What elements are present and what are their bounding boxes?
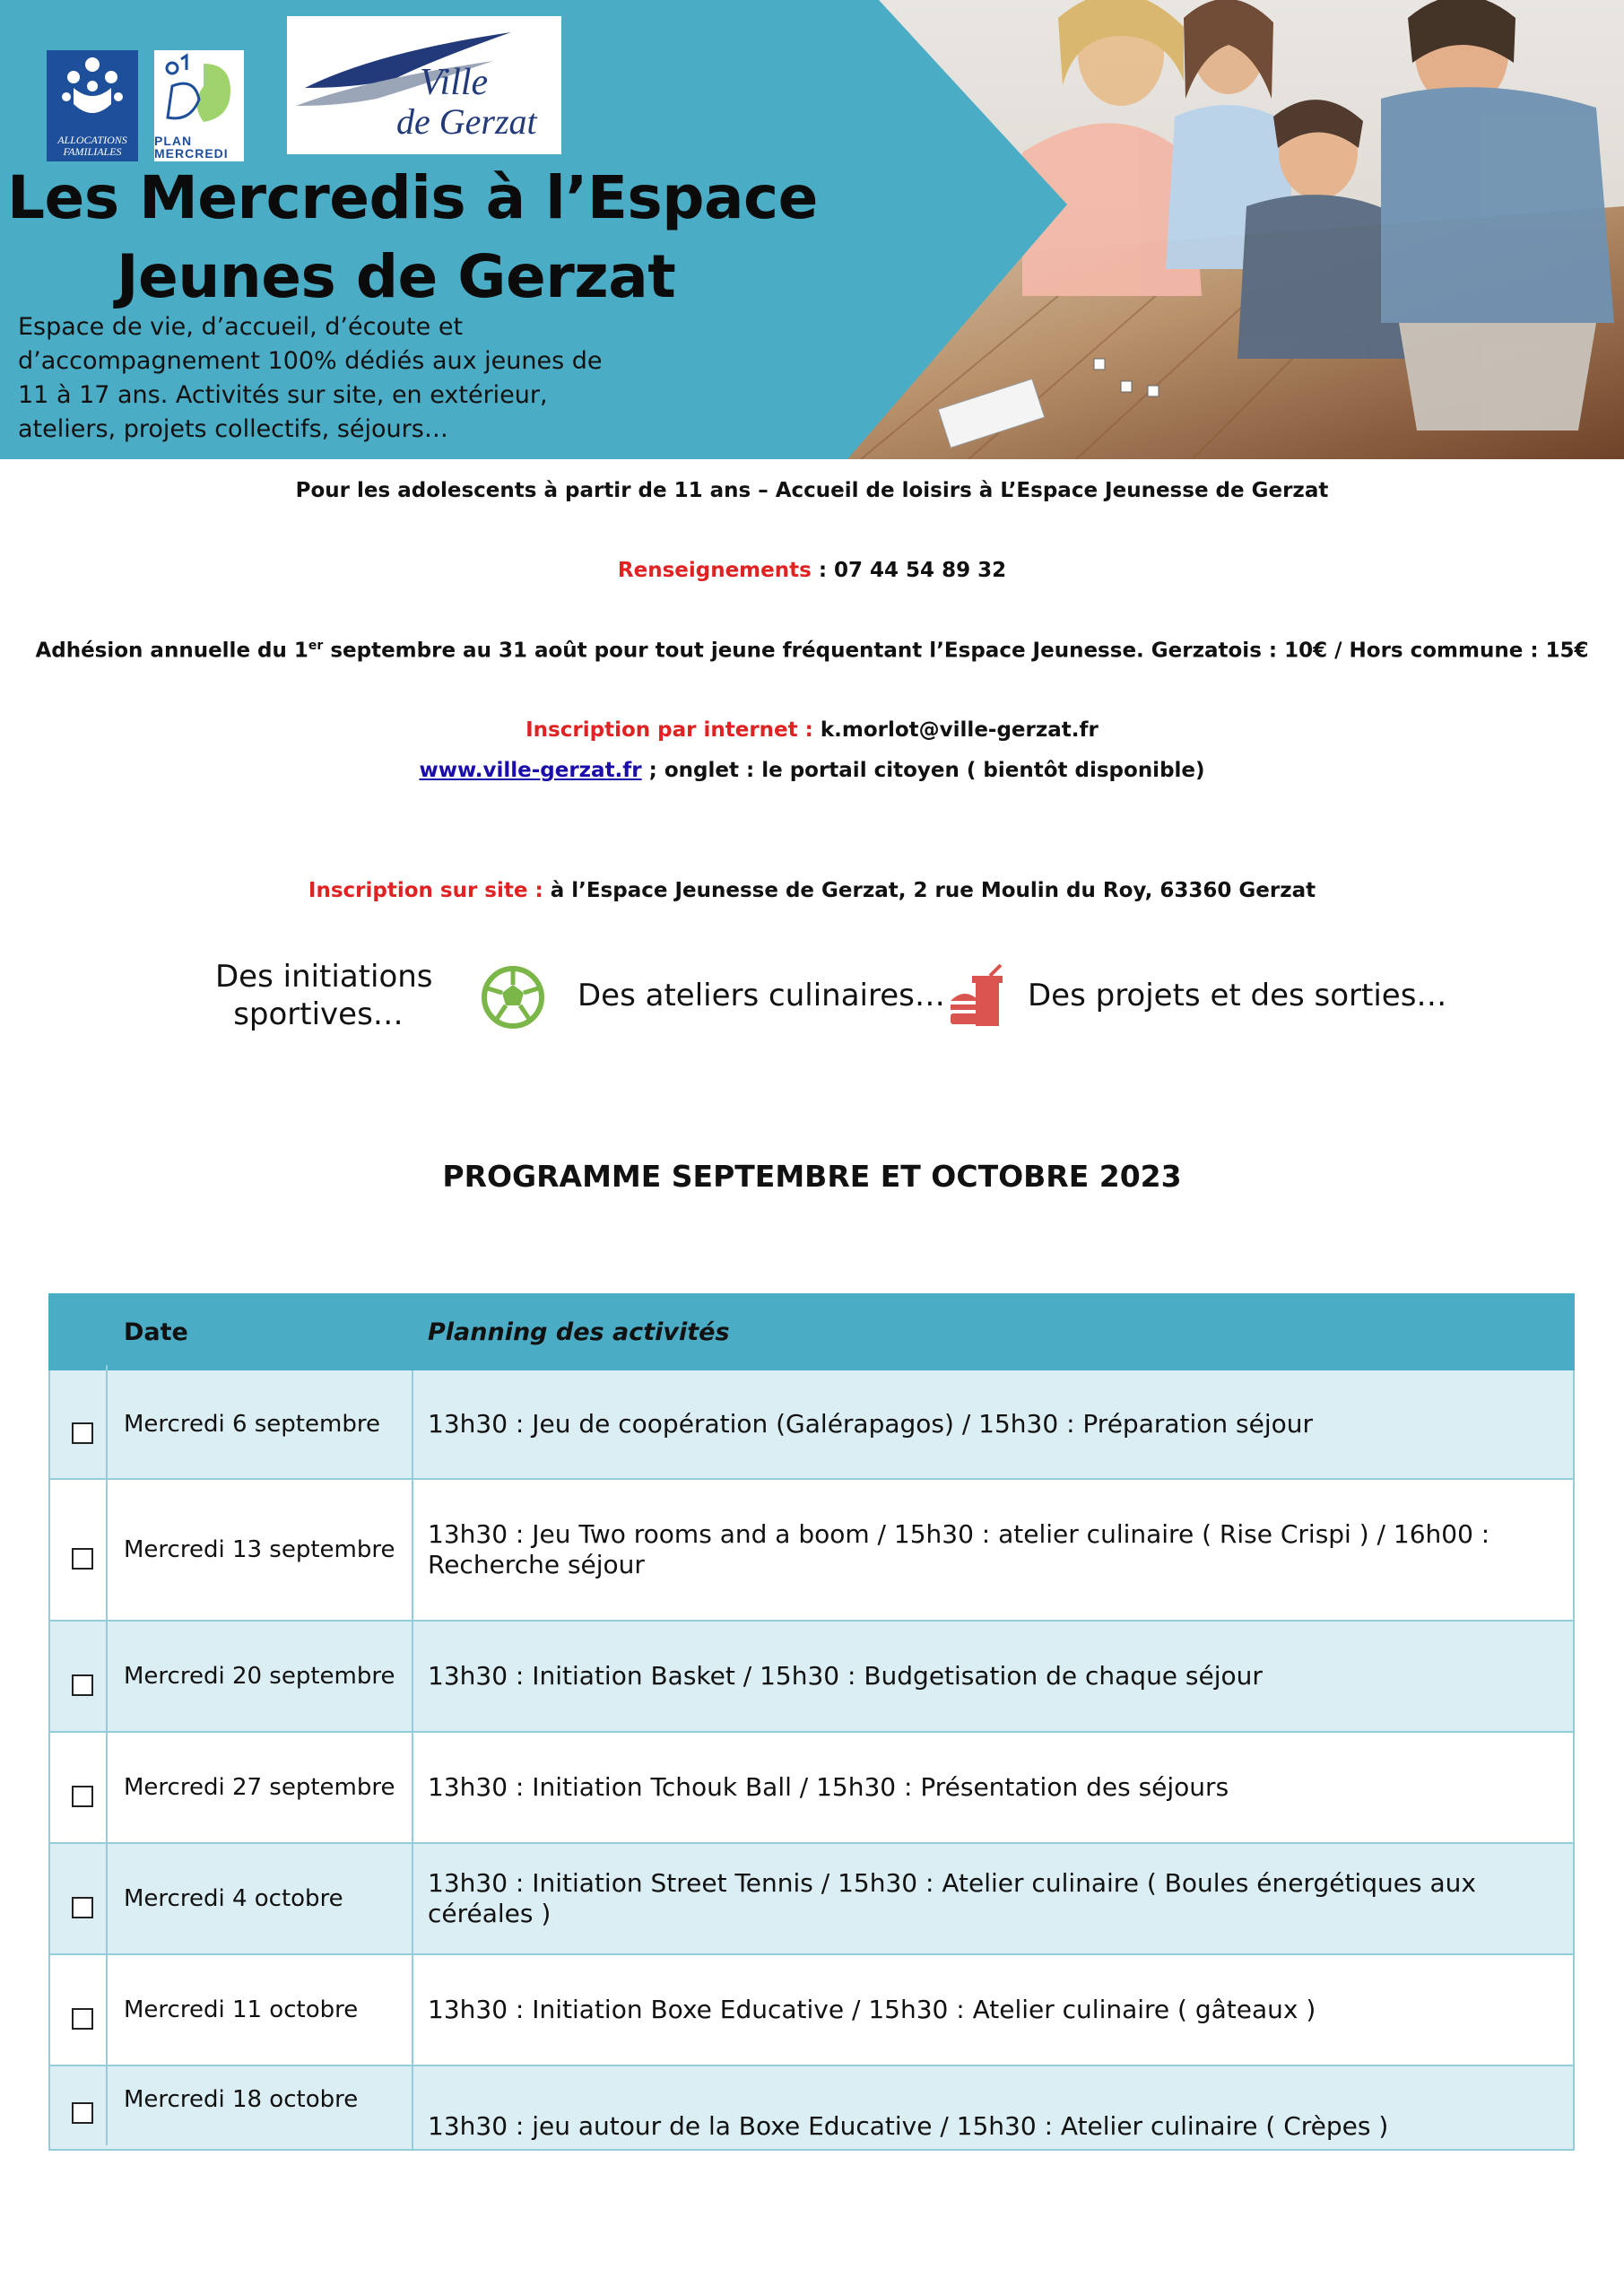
- page-title-line2: Jeunes de Gerzat: [117, 242, 676, 311]
- checkbox[interactable]: [72, 1674, 93, 1696]
- row-date: Mercredi 11 octobre: [124, 1996, 359, 2023]
- contact-line: [0, 559, 1624, 582]
- plan-text-line2: MERCREDI: [154, 146, 229, 161]
- membership-text-2: septembre au 31 août pour tout jeune fréquentant l’Espace Jeunesse. Gerzatois : 10€ / Hors commune : 15€: [323, 639, 1589, 663]
- soccer-ball-icon: [481, 965, 545, 1030]
- contact-label: Renseignements: [617, 559, 812, 582]
- date-cell: [49, 1843, 413, 1954]
- checkbox[interactable]: [72, 1786, 93, 1807]
- site-address: à l’Espace Jeunesse de Gerzat, 2 rue Moulin du Roy, 63360 Gerzat: [543, 879, 1316, 902]
- table-row: [49, 2066, 1574, 2150]
- ville-de-gerzat-logo: [287, 16, 561, 154]
- row-date: Mercredi 20 septembre: [124, 1663, 395, 1690]
- row-date: Mercredi 4 octobre: [124, 1885, 343, 1912]
- table-header-row: [49, 1294, 1574, 1370]
- checkbox[interactable]: [72, 1548, 93, 1570]
- table-row: [49, 1843, 1574, 1954]
- contact-phone: : 07 44 54 89 32: [811, 559, 1007, 582]
- membership-sup: er: [308, 639, 324, 653]
- date-cell: [49, 1732, 413, 1843]
- program-table: [48, 1293, 1575, 2151]
- row-date: Mercredi 27 septembre: [124, 1774, 395, 1801]
- checkbox-column-divider: [106, 1365, 108, 2145]
- plan-cell: 13h30 : Initiation Basket / 15h30 : Budgetisation de chaque séjour: [413, 1621, 1574, 1732]
- caf-logo: [47, 50, 138, 161]
- plan-cell: 13h30 : Jeu Two rooms and a boom / 15h30 : atelier culinaire ( Rise Crispi ) / 16h00 : Recherche séjour: [413, 1479, 1574, 1621]
- audience-line: Pour les adolescents à partir de 11 ans – Accueil de loisirs à L’Espace Jeunesse de Gerzat: [295, 479, 1329, 502]
- caf-logo-text: ALLOCATIONS FAMILIALES: [57, 134, 127, 158]
- activity-projects: Des projets et des sorties…: [1028, 978, 1447, 1013]
- activity-sport-line2: sportives…: [233, 996, 404, 1032]
- internet-email[interactable]: k.morlot@ville-gerzat.fr: [812, 718, 1099, 742]
- internet-label: Inscription par internet :: [525, 718, 813, 742]
- plan-cell: 13h30 : jeu autour de la Boxe Educative / 15h30 : Atelier culinaire ( Crèpes ): [413, 2066, 1574, 2150]
- intro-text: Espace de vie, d’accueil, d’écoute et d’accompagnement 100% dédiés aux jeunes de 11 à 17 ans. Activités sur site, en extérieur, ateliers, projets collectifs, séjours…: [18, 313, 603, 443]
- date-cell: [49, 1954, 413, 2066]
- table-row: [49, 1621, 1574, 1732]
- activity-sport-line1: Des initiations: [215, 959, 433, 995]
- membership-text-1: Adhésion annuelle du 1: [35, 639, 308, 663]
- plan-text-line1: PLAN: [154, 134, 193, 148]
- column-header-date: Date: [49, 1294, 413, 1370]
- plan-mercredi-text: [154, 135, 244, 160]
- plan-cell: 13h30 : Jeu de coopération (Galérapagos) / 15h30 : Préparation séjour: [413, 1370, 1574, 1479]
- plan-cell: 13h30 : Initiation Tchouk Ball / 15h30 : Présentation des séjours: [413, 1732, 1574, 1843]
- table-row: [49, 1479, 1574, 1621]
- caf-family-icon: [47, 50, 138, 131]
- row-date: Mercredi 13 septembre: [124, 1536, 395, 1563]
- ville-text-line1: Ville: [420, 62, 489, 103]
- activity-culinary: Des ateliers culinaires…: [578, 978, 945, 1013]
- plan-cell: 13h30 : Initiation Street Tennis / 15h30 : Atelier culinaire ( Boules énergétiques aux céréales ): [413, 1843, 1574, 1954]
- table-row: [49, 1732, 1574, 1843]
- website-rest: ; onglet : le portail citoyen ( bientôt disponible): [641, 759, 1205, 782]
- site-registration-line: [0, 879, 1624, 902]
- date-cell: [49, 2066, 413, 2150]
- row-date: Mercredi 6 septembre: [124, 1411, 380, 1438]
- table-row: [49, 1370, 1574, 1479]
- plan-mercredi-logo: [154, 50, 244, 161]
- plan-mercredi-icon: [154, 50, 244, 131]
- program-title: PROGRAMME SEPTEMBRE ET OCTOBRE 2023: [442, 1159, 1182, 1194]
- checkbox[interactable]: [72, 2102, 93, 2124]
- header-banner: [0, 0, 1624, 459]
- checkbox[interactable]: [72, 1897, 93, 1918]
- website-line: [0, 759, 1624, 782]
- table-row: [49, 1954, 1574, 2066]
- column-header-planning: Planning des activités: [413, 1294, 1574, 1370]
- site-label: Inscription sur site :: [308, 879, 543, 902]
- row-date: Mercredi 18 octobre: [124, 2086, 359, 2113]
- checkbox[interactable]: [72, 1422, 93, 1444]
- page-title-line1: Les Mercredis à l’Espace: [7, 163, 818, 232]
- plan-cell: 13h30 : Initiation Boxe Educative / 15h30 : Atelier culinaire ( gâteaux ): [413, 1954, 1574, 2066]
- ville-text-line2: de Gerzat: [396, 101, 537, 142]
- membership-line: [0, 639, 1624, 663]
- date-cell: [49, 1479, 413, 1621]
- activity-sport: [215, 958, 433, 1033]
- internet-registration-line: [0, 718, 1624, 742]
- date-cell: [49, 1621, 413, 1732]
- website-link[interactable]: www.ville-gerzat.fr: [419, 759, 642, 782]
- food-drink-icon: [945, 963, 1010, 1028]
- checkbox[interactable]: [72, 2008, 93, 2030]
- date-cell: [49, 1370, 413, 1479]
